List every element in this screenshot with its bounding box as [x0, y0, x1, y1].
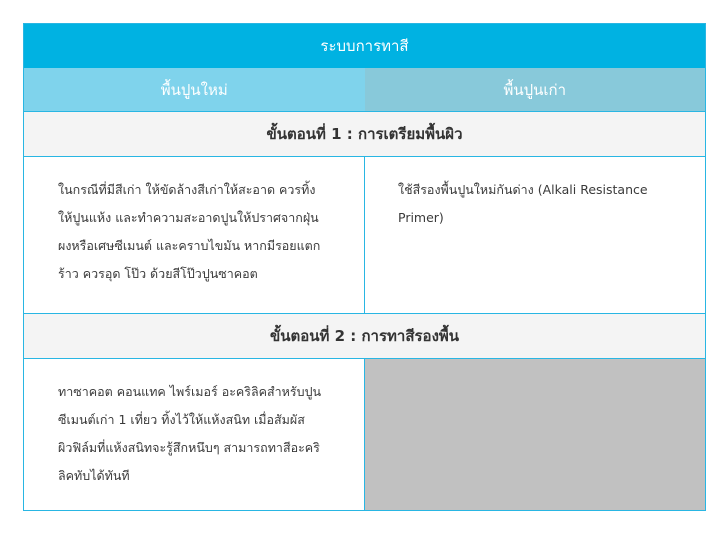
- header-old-floor: พื้นปูนเก่า: [365, 68, 706, 111]
- header-new-floor: พื้นปูนใหม่: [24, 68, 365, 111]
- step-1-new-floor-line: ในกรณีที่มีสีเก่า ให้ขัดล้างสีเก่าให้สะอาด ควรทิ้ง: [58, 182, 316, 197]
- column-header-row: [24, 68, 705, 111]
- step-2-new-floor-line: ลิคทับได้ทันที: [58, 468, 130, 483]
- step-1-heading: ขั้นตอนที่ 1 : การเตรียมพื้นผิว: [24, 111, 705, 157]
- step-1-old-floor-line: Primer): [398, 210, 444, 225]
- step-2-old-floor-empty-cell: [365, 359, 705, 510]
- step-1-new-floor-line: ให้ปูนแห้ง และทำความสะอาดปูนให้ปราศจากฝุ่น: [58, 210, 319, 225]
- step-1-old-floor-line: ใช้สีรองพื้นปูนใหม่กันด่าง (Alkali Resistance: [398, 182, 648, 197]
- step-2-heading: ขั้นตอนที่ 2 : การทาสีรองพื้น: [24, 313, 705, 359]
- step-1-new-floor-cell: [24, 157, 365, 313]
- step-2-new-floor-cell: [24, 359, 365, 510]
- step-1-new-floor-line: ผงหรือเศษซีเมนต์ และคราบไขมัน หากมีรอยแตก: [58, 238, 321, 253]
- paint-system-table: [23, 23, 706, 511]
- step-1-content-row: [24, 157, 705, 313]
- step-1-old-floor-cell: [365, 157, 705, 313]
- table-title: ระบบการทาสี: [24, 24, 705, 68]
- step-2-content-row: [24, 359, 705, 510]
- step-2-new-floor-line: ทาซาคอต คอนแทค ไพร์เมอร์ อะคริลิคสำหรับปูน: [58, 384, 322, 399]
- step-2-new-floor-line: ผิวฟิล์มที่แห้งสนิทจะรู้สึกหนึบๆ สามารถทาสีอะคริ: [58, 440, 320, 455]
- step-1-new-floor-line: ร้าว ควรอุด โป๊ว ด้วยสีโป๊วปูนซาคอต: [58, 266, 258, 281]
- step-2-new-floor-line: ซีเมนต์เก่า 1 เที่ยว ทิ้งไว้ให้แห้งสนิท เมื่อสัมผัส: [58, 412, 305, 427]
